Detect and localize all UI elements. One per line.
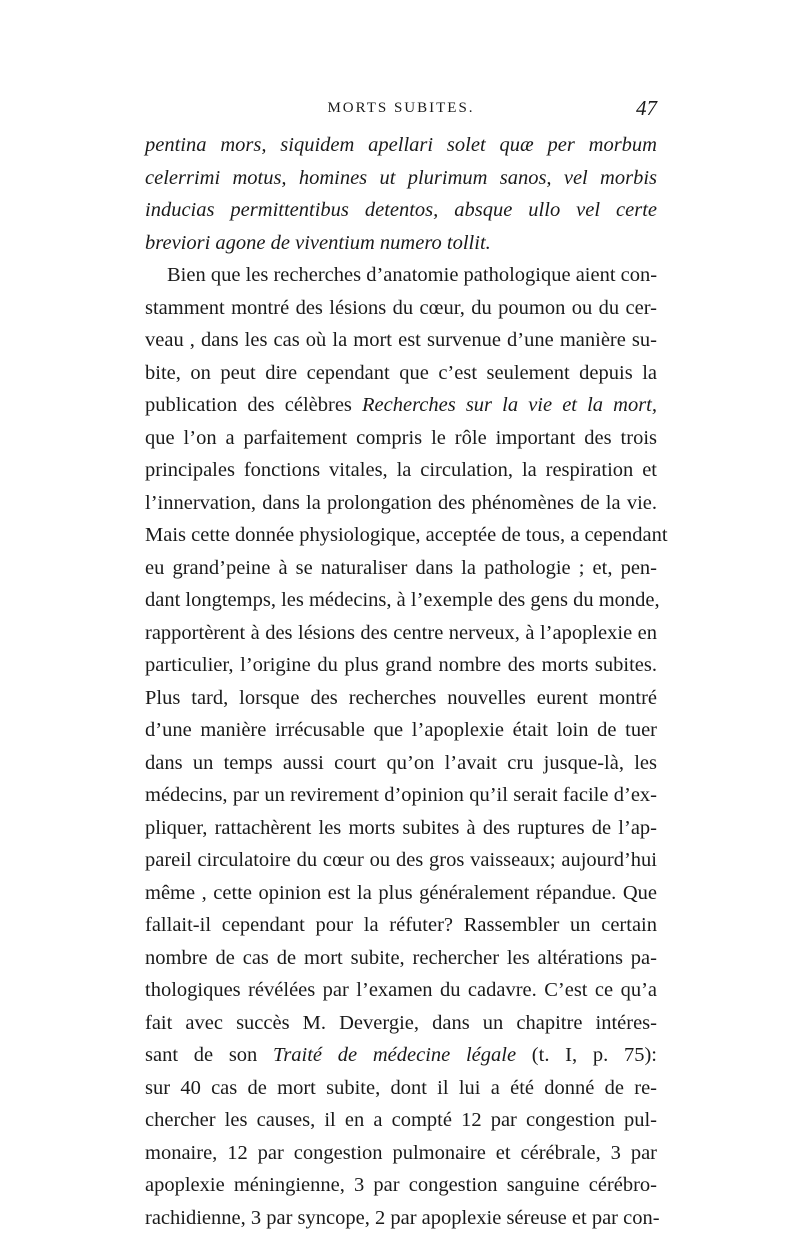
text-line: dans un temps aussi court qu’on l’avait cru jusque-là, les: [145, 747, 657, 780]
text-line: chercher les causes, il en a compté 12 par congestion pul-: [145, 1104, 657, 1137]
text-line: fait avec succès M. Devergie, dans un chapitre intéres-: [145, 1007, 657, 1040]
book-title-traite: Traité de médecine légale: [273, 1044, 516, 1066]
text-line: principales fonctions vitales, la circulation, la respiration et: [145, 454, 657, 487]
text-span: publication des célèbres: [145, 394, 362, 416]
text-line: thologiques révélées par l’examen du cadavre. C’est ce qu’a: [145, 974, 657, 1007]
page-number: 47: [636, 96, 657, 121]
text-line: nombre de cas de mort subite, rechercher les altérations pa-: [145, 942, 657, 975]
text-line: Plus tard, lorsque des recherches nouvelles eurent montré: [145, 682, 657, 715]
text-line: [145, 1039, 657, 1072]
text-line: particulier, l’origine du plus grand nombre des morts subites.: [145, 649, 657, 682]
text-line: apoplexie méningienne, 3 par congestion sanguine cérébro-: [145, 1169, 657, 1202]
text-span: sant de son: [145, 1044, 273, 1066]
text-line: d’une manière irrécusable que l’apoplexie était loin de tuer: [145, 714, 657, 747]
text-line: rachidienne, 3 par syncope, 2 par apoplexie séreuse et par con-: [145, 1202, 657, 1234]
text-line: monaire, 12 par congestion pulmonaire et cérébrale, 3 par: [145, 1137, 657, 1170]
text-line: stamment montré des lésions du cœur, du poumon ou du cer-: [145, 292, 657, 325]
text-line: fallait-il cependant pour la réfuter? Rassembler un certain: [145, 909, 657, 942]
quote-line: breviori agone de viventium numero tollit.: [145, 227, 657, 260]
quote-line: pentina mors, siquidem apellari solet quæ per morbum: [145, 129, 657, 162]
text-line: [145, 389, 657, 422]
text-line: sur 40 cas de mort subite, dont il lui a été donné de re-: [145, 1072, 657, 1105]
text-line: rapportèrent à des lésions des centre nerveux, à l’apoplexie en: [145, 617, 657, 650]
quote-line: inducias permittentibus detentos, absque ullo vel certe: [145, 194, 657, 227]
running-title: MORTS SUBITES.: [145, 100, 657, 117]
text-line: médecins, par un revirement d’opinion qu’il serait facile d’ex-: [145, 779, 657, 812]
running-head: [145, 96, 657, 126]
book-title-recherches: Recherches sur la vie et la mort,: [362, 394, 657, 416]
text-line: pareil circulatoire du cœur ou des gros vaisseaux; aujourd’hui: [145, 844, 657, 877]
quote-line: celerrimi motus, homines ut plurimum sanos, vel morbis: [145, 162, 657, 195]
text-line: pliquer, rattachèrent les morts subites à des ruptures de l’ap-: [145, 812, 657, 845]
text-line: veau , dans les cas où la mort est survenue d’une manière su-: [145, 324, 657, 357]
text-line: l’innervation, dans la prolongation des phénomènes de la vie.: [145, 487, 657, 520]
text-line: dant longtemps, les médecins, à l’exemple des gens du monde,: [145, 584, 657, 617]
text-span: (t. I, p. 75):: [516, 1044, 657, 1066]
latin-quote: [145, 129, 657, 259]
text-line: même , cette opinion est la plus généralement répandue. Que: [145, 877, 657, 910]
text-line: Bien que les recherches d’anatomie pathologique aient con-: [145, 259, 657, 292]
paragraph: [145, 259, 657, 1234]
text-line: bite, on peut dire cependant que c’est seulement depuis la: [145, 357, 657, 390]
text-line: eu grand’peine à se naturaliser dans la pathologie ; et, pen-: [145, 552, 657, 585]
body-text: [145, 129, 657, 1234]
text-line: que l’on a parfaitement compris le rôle important des trois: [145, 422, 657, 455]
text-line: Mais cette donnée physiologique, acceptée de tous, a cependant: [145, 519, 657, 552]
